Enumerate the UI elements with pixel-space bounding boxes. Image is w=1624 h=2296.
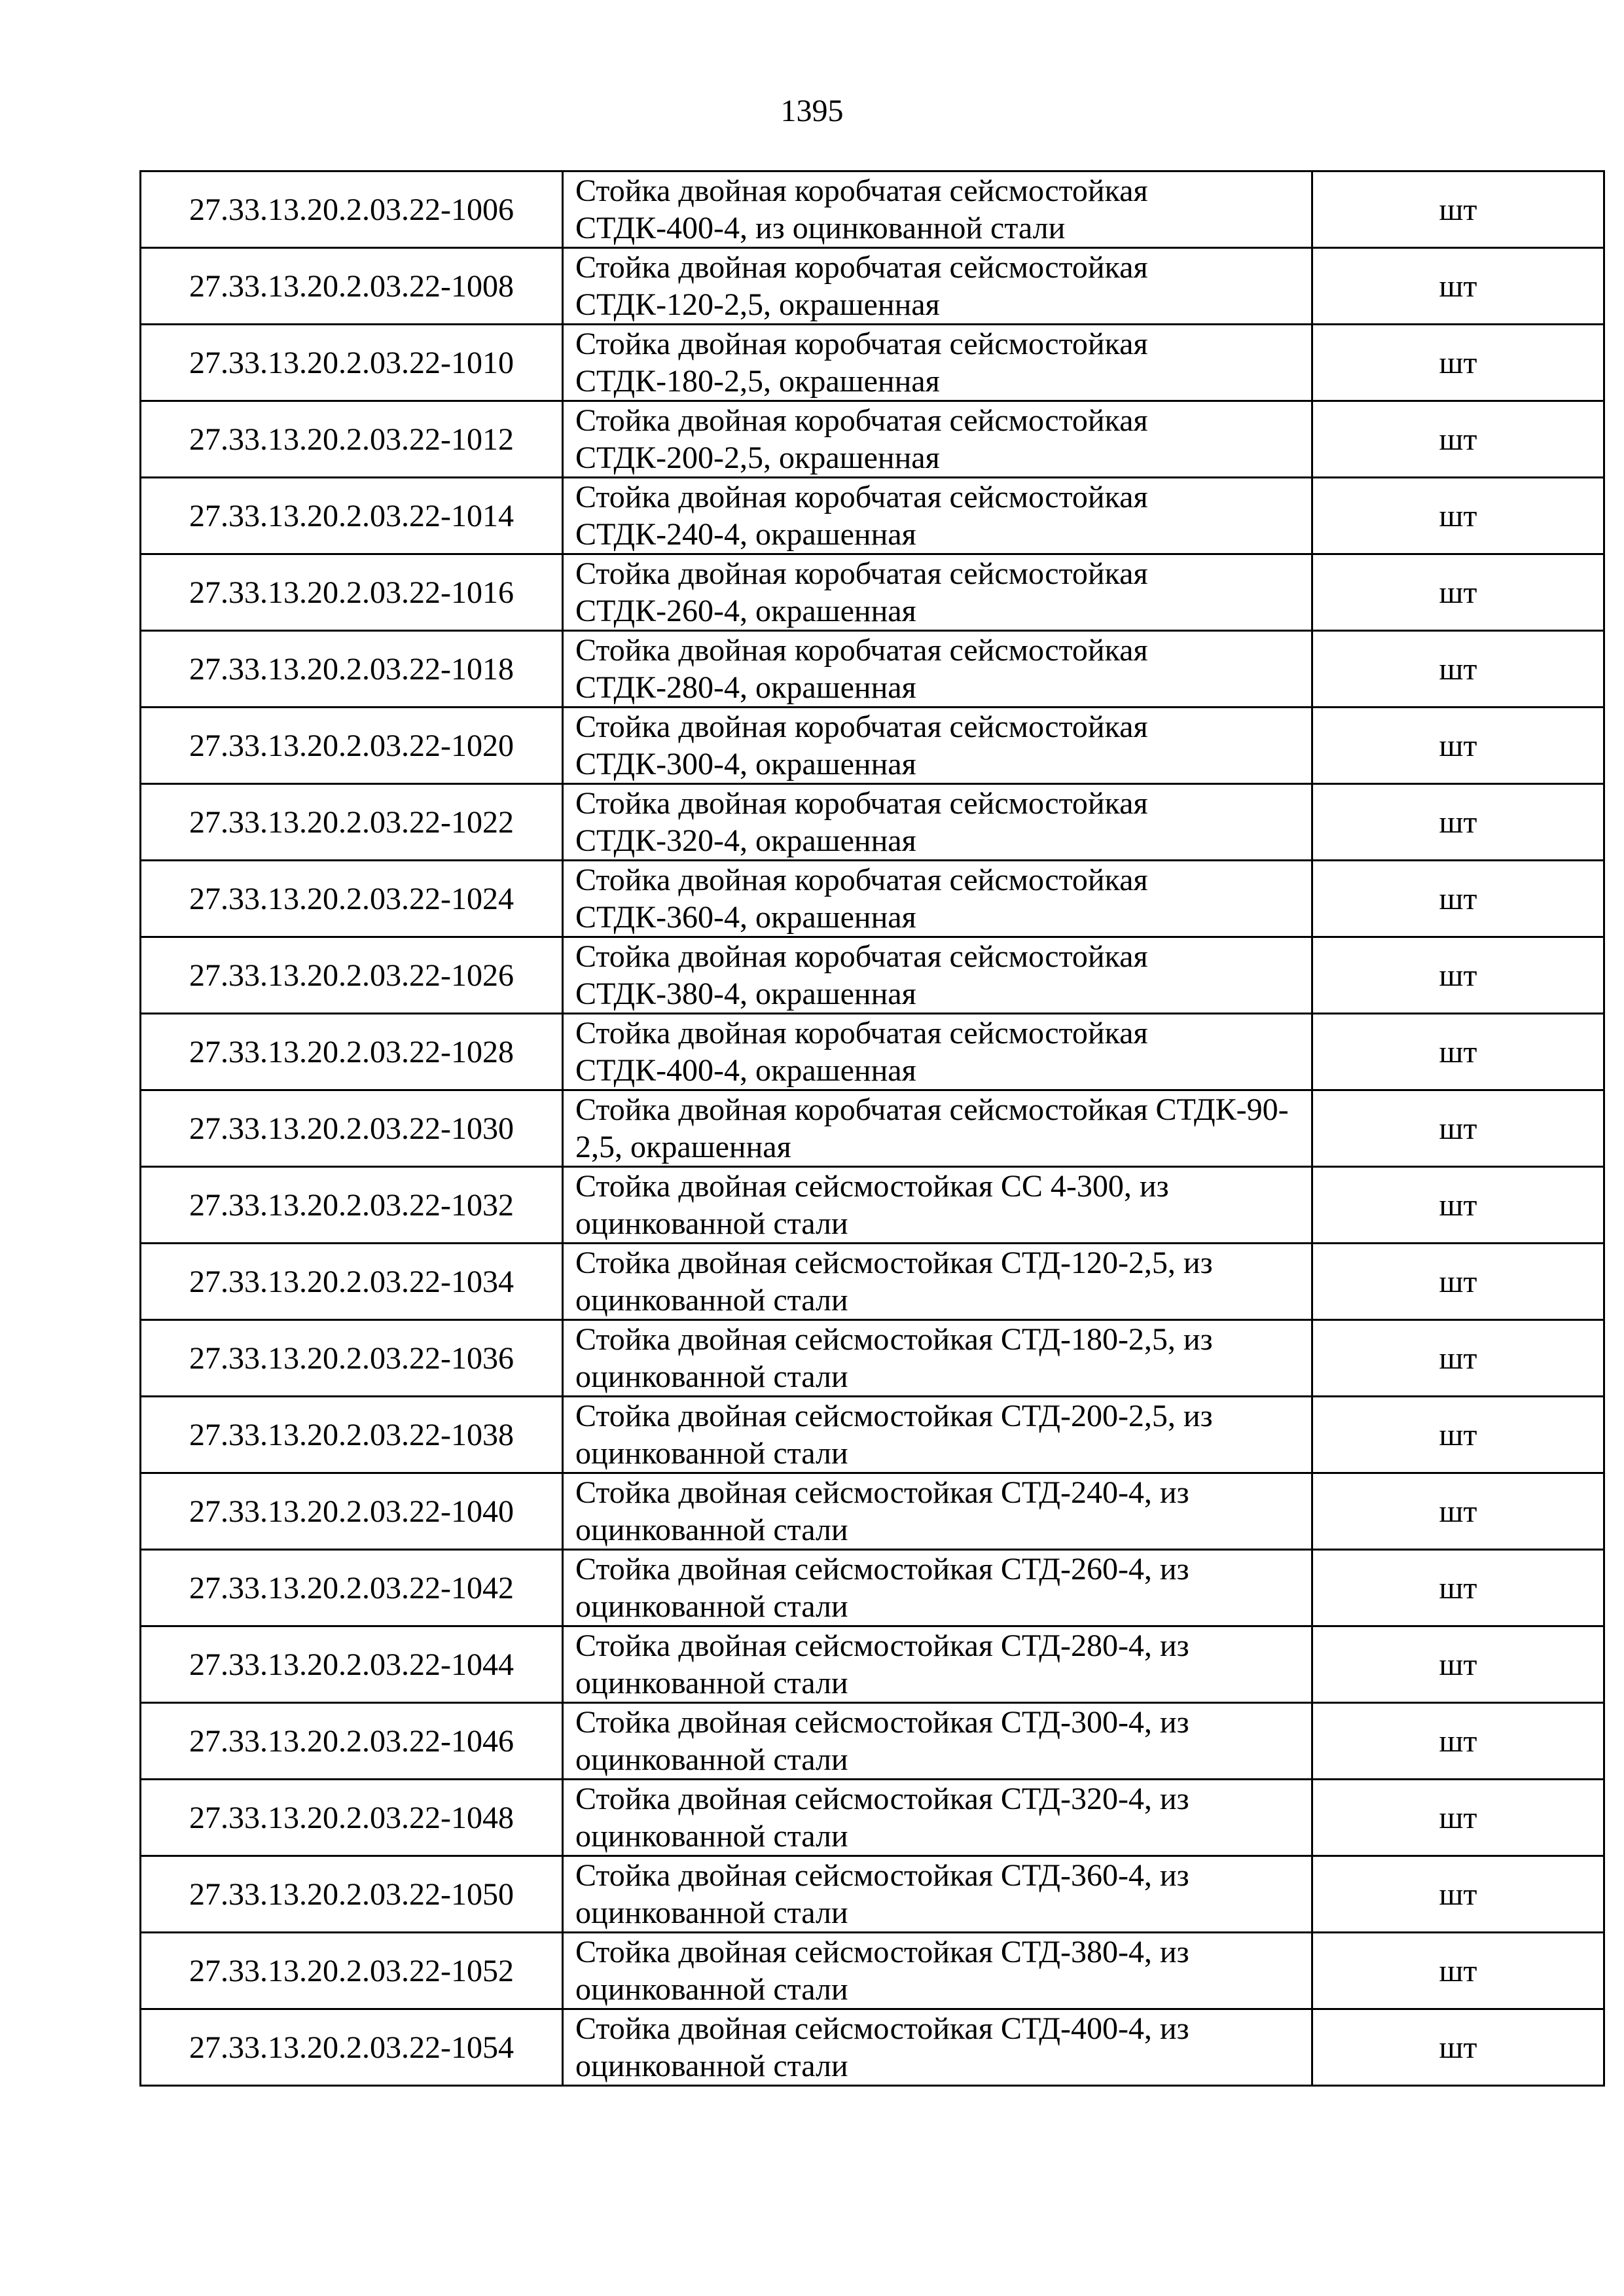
- row-code: 27.33.13.20.2.03.22-1042: [141, 1550, 563, 1626]
- table-row: [141, 1780, 1604, 1856]
- row-code: 27.33.13.20.2.03.22-1054: [141, 2009, 563, 2086]
- row-unit: шт: [1312, 478, 1604, 554]
- row-code: 27.33.13.20.2.03.22-1028: [141, 1014, 563, 1090]
- table-row: [141, 248, 1604, 325]
- table-row: [141, 1933, 1604, 2009]
- row-code: 27.33.13.20.2.03.22-1018: [141, 631, 563, 708]
- row-code: 27.33.13.20.2.03.22-1050: [141, 1856, 563, 1933]
- row-code: 27.33.13.20.2.03.22-1046: [141, 1703, 563, 1780]
- table-row: [141, 1167, 1604, 1244]
- row-name: Стойка двойная сейсмостойкая СТД-240-4, из оцинкованной стали: [563, 1473, 1312, 1550]
- table-row: [141, 1090, 1604, 1167]
- table-row: [141, 1703, 1604, 1780]
- row-unit: шт: [1312, 248, 1604, 325]
- row-code: 27.33.13.20.2.03.22-1014: [141, 478, 563, 554]
- row-code: 27.33.13.20.2.03.22-1038: [141, 1397, 563, 1473]
- row-unit: шт: [1312, 1473, 1604, 1550]
- row-unit: шт: [1312, 937, 1604, 1014]
- row-name: Стойка двойная сейсмостойкая СТД-200-2,5, из оцинкованной стали: [563, 1397, 1312, 1473]
- row-unit: шт: [1312, 1703, 1604, 1780]
- page-number: 1395: [780, 94, 844, 128]
- row-unit: шт: [1312, 1780, 1604, 1856]
- row-name: Стойка двойная коробчатая сейсмостойкая СТДК-300-4, окрашенная: [563, 708, 1312, 784]
- row-unit: шт: [1312, 2009, 1604, 2086]
- row-name: Стойка двойная коробчатая сейсмостойкая СТДК-400-4, из оцинкованной стали: [563, 171, 1312, 248]
- row-unit: шт: [1312, 784, 1604, 861]
- row-unit: шт: [1312, 1626, 1604, 1703]
- table-row: [141, 171, 1604, 248]
- row-code: 27.33.13.20.2.03.22-1030: [141, 1090, 563, 1167]
- row-name: Стойка двойная коробчатая сейсмостойкая СТДК-120-2,5, окрашенная: [563, 248, 1312, 325]
- table-row: [141, 861, 1604, 937]
- row-unit: шт: [1312, 1167, 1604, 1244]
- table-row: [141, 325, 1604, 401]
- table-row: [141, 478, 1604, 554]
- row-name: Стойка двойная сейсмостойкая СТД-320-4, из оцинкованной стали: [563, 1780, 1312, 1856]
- row-unit: шт: [1312, 325, 1604, 401]
- row-code: 27.33.13.20.2.03.22-1052: [141, 1933, 563, 2009]
- row-code: 27.33.13.20.2.03.22-1016: [141, 554, 563, 631]
- table-row: [141, 1014, 1604, 1090]
- row-code: 27.33.13.20.2.03.22-1022: [141, 784, 563, 861]
- row-name: Стойка двойная коробчатая сейсмостойкая СТДК-180-2,5, окрашенная: [563, 325, 1312, 401]
- row-code: 27.33.13.20.2.03.22-1034: [141, 1244, 563, 1320]
- row-name: Стойка двойная коробчатая сейсмостойкая СТДК-90-2,5, окрашенная: [563, 1090, 1312, 1167]
- row-code: 27.33.13.20.2.03.22-1040: [141, 1473, 563, 1550]
- table-row: [141, 2009, 1604, 2086]
- row-name: Стойка двойная коробчатая сейсмостойкая СТДК-240-4, окрашенная: [563, 478, 1312, 554]
- row-name: Стойка двойная коробчатая сейсмостойкая СТДК-320-4, окрашенная: [563, 784, 1312, 861]
- row-unit: шт: [1312, 1090, 1604, 1167]
- row-unit: шт: [1312, 1014, 1604, 1090]
- row-name: Стойка двойная сейсмостойкая СТД-360-4, из оцинкованной стали: [563, 1856, 1312, 1933]
- row-code: 27.33.13.20.2.03.22-1048: [141, 1780, 563, 1856]
- row-name: Стойка двойная сейсмостойкая СТД-260-4, из оцинкованной стали: [563, 1550, 1312, 1626]
- row-name: Стойка двойная коробчатая сейсмостойкая СТДК-200-2,5, окрашенная: [563, 401, 1312, 478]
- row-unit: шт: [1312, 1320, 1604, 1397]
- row-name: Стойка двойная сейсмостойкая СТД-380-4, из оцинкованной стали: [563, 1933, 1312, 2009]
- table-row: [141, 784, 1604, 861]
- table-row: [141, 1397, 1604, 1473]
- row-unit: шт: [1312, 401, 1604, 478]
- row-code: 27.33.13.20.2.03.22-1032: [141, 1167, 563, 1244]
- row-code: 27.33.13.20.2.03.22-1020: [141, 708, 563, 784]
- row-name: Стойка двойная коробчатая сейсмостойкая СТДК-260-4, окрашенная: [563, 554, 1312, 631]
- table-row: [141, 1473, 1604, 1550]
- row-name: Стойка двойная коробчатая сейсмостойкая СТДК-380-4, окрашенная: [563, 937, 1312, 1014]
- row-code: 27.33.13.20.2.03.22-1044: [141, 1626, 563, 1703]
- row-code: 27.33.13.20.2.03.22-1036: [141, 1320, 563, 1397]
- row-unit: шт: [1312, 1933, 1604, 2009]
- table-row: [141, 631, 1604, 708]
- row-name: Стойка двойная сейсмостойкая СТД-400-4, из оцинкованной стали: [563, 2009, 1312, 2086]
- row-name: Стойка двойная коробчатая сейсмостойкая СТДК-400-4, окрашенная: [563, 1014, 1312, 1090]
- row-unit: шт: [1312, 1397, 1604, 1473]
- row-unit: шт: [1312, 554, 1604, 631]
- table-row: [141, 554, 1604, 631]
- row-unit: шт: [1312, 861, 1604, 937]
- resource-table: [139, 170, 1605, 2087]
- row-unit: шт: [1312, 1244, 1604, 1320]
- table-row: [141, 708, 1604, 784]
- row-unit: шт: [1312, 1856, 1604, 1933]
- row-name: Стойка двойная сейсмостойкая СС 4-300, из оцинкованной стали: [563, 1167, 1312, 1244]
- row-name: Стойка двойная сейсмостойкая СТД-180-2,5, из оцинкованной стали: [563, 1320, 1312, 1397]
- row-unit: шт: [1312, 631, 1604, 708]
- row-unit: шт: [1312, 171, 1604, 248]
- row-code: 27.33.13.20.2.03.22-1010: [141, 325, 563, 401]
- row-name: Стойка двойная коробчатая сейсмостойкая СТДК-280-4, окрашенная: [563, 631, 1312, 708]
- table-row: [141, 1550, 1604, 1626]
- table-row: [141, 1856, 1604, 1933]
- table-row: [141, 937, 1604, 1014]
- row-code: 27.33.13.20.2.03.22-1008: [141, 248, 563, 325]
- row-code: 27.33.13.20.2.03.22-1024: [141, 861, 563, 937]
- row-unit: шт: [1312, 1550, 1604, 1626]
- row-unit: шт: [1312, 708, 1604, 784]
- table-row: [141, 1244, 1604, 1320]
- row-name: Стойка двойная сейсмостойкая СТД-280-4, из оцинкованной стали: [563, 1626, 1312, 1703]
- table-row: [141, 1626, 1604, 1703]
- row-code: 27.33.13.20.2.03.22-1012: [141, 401, 563, 478]
- row-code: 27.33.13.20.2.03.22-1026: [141, 937, 563, 1014]
- table-body: [141, 171, 1604, 2086]
- table-row: [141, 401, 1604, 478]
- row-code: 27.33.13.20.2.03.22-1006: [141, 171, 563, 248]
- row-name: Стойка двойная сейсмостойкая СТД-300-4, из оцинкованной стали: [563, 1703, 1312, 1780]
- row-name: Стойка двойная коробчатая сейсмостойкая СТДК-360-4, окрашенная: [563, 861, 1312, 937]
- table-row: [141, 1320, 1604, 1397]
- row-name: Стойка двойная сейсмостойкая СТД-120-2,5, из оцинкованной стали: [563, 1244, 1312, 1320]
